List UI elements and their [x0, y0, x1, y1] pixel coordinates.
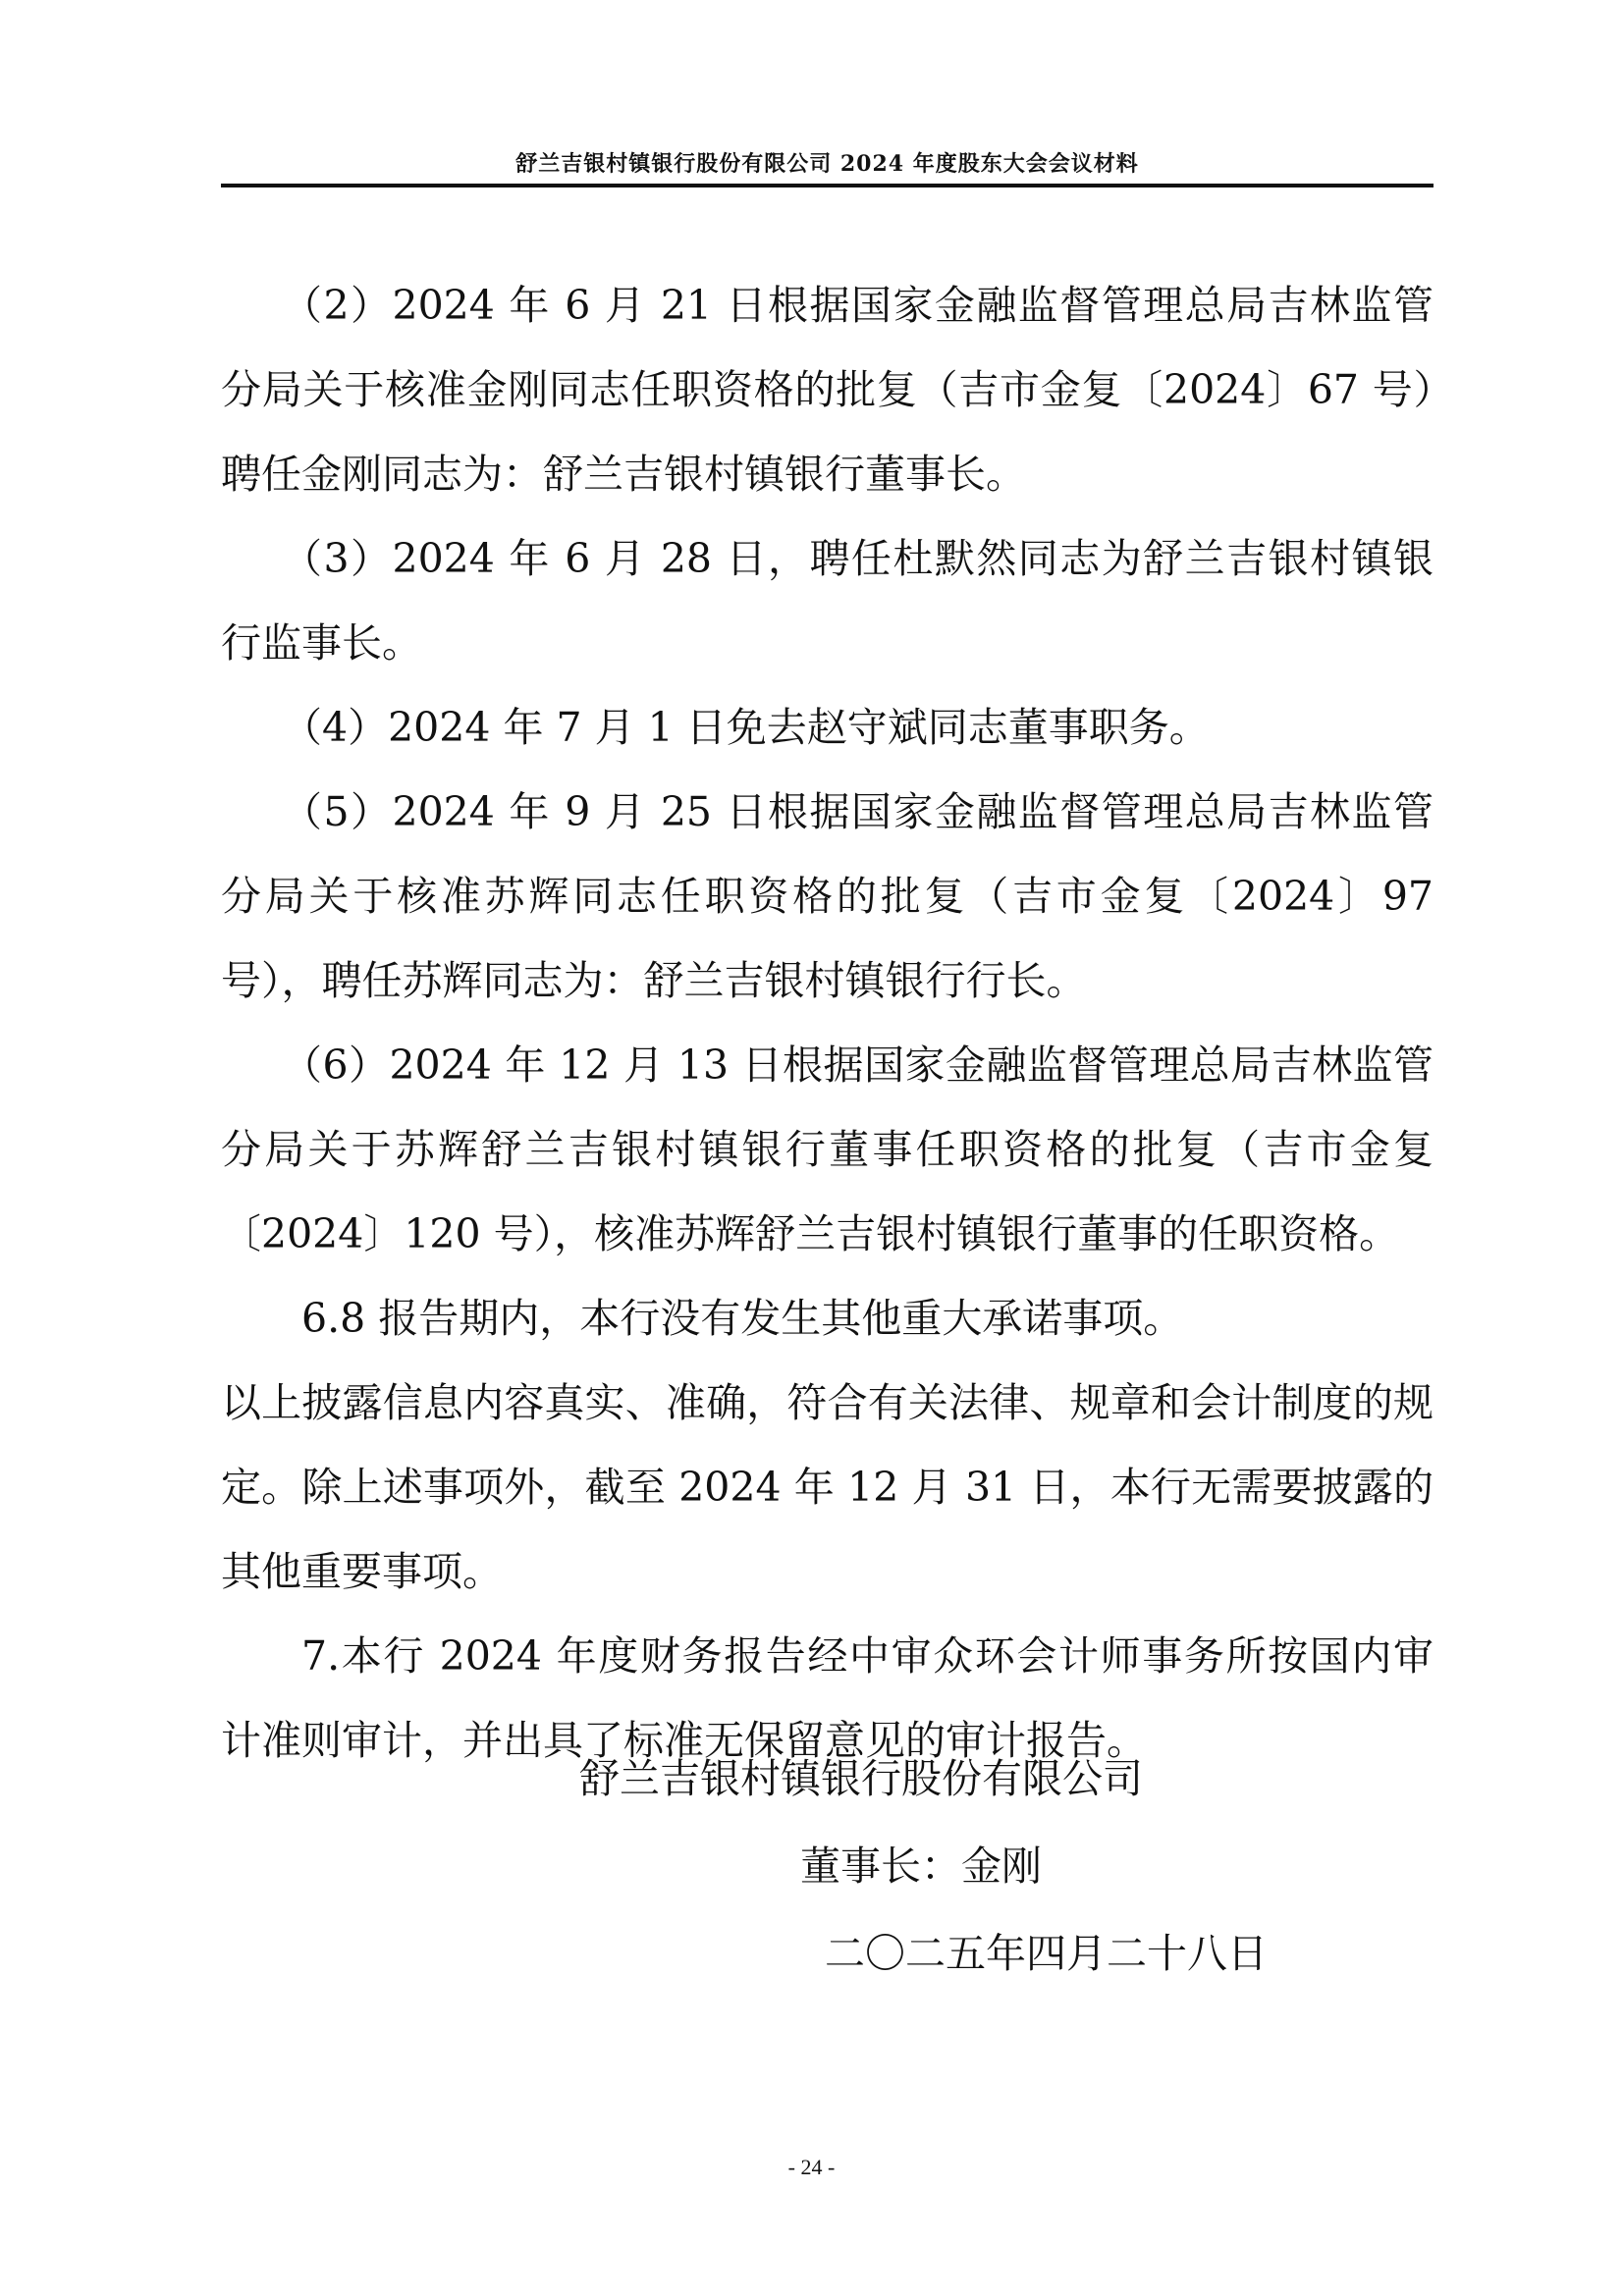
paragraph-item-6: （6）2024 年 12 月 13 日根据国家金融监督管理总局吉林监管分局关于苏辉舒兰吉银村镇银行董事任职资格的批复（吉市金复〔2024〕120 号），核准苏辉舒兰吉银村镇银行董事的任职资格。 [221, 1041, 1434, 1257]
signature-chairman: 董事长：金刚 [800, 1842, 1042, 1890]
signature-company: 舒兰吉银村镇银行股份有限公司 [579, 1755, 1143, 1802]
page-header-title: 舒兰吉银村镇银行股份有限公司 2024 年度股东大会会议材料 [515, 151, 1139, 177]
paragraph-item-3: （3）2024 年 6 月 28 日，聘任杜默然同志为舒兰吉银村镇银行监事长。 [221, 535, 1434, 667]
paragraph-item-2: （2）2024 年 6 月 21 日根据国家金融监督管理总局吉林监管分局关于核准金刚同志任职资格的批复（吉市金复〔2024〕67 号）聘任金刚同志为：舒兰吉银村镇银行董事长。 [221, 282, 1434, 498]
document-body [221, 263, 1434, 1783]
paragraph-item-4: （4）2024 年 7 月 1 日免去赵守斌同志董事职务。 [282, 704, 1210, 751]
paragraph-section-6-8: 6.8 报告期内，本行没有发生其他重大承诺事项。 [301, 1295, 1184, 1342]
paragraph-section-7: 7.本行 2024 年度财务报告经中审众环会计师事务所按国内审计准则审计，并出具了标准无保留意见的审计报告。 [221, 1632, 1434, 1764]
header-divider [221, 184, 1434, 187]
page-number: - 24 - [787, 2155, 836, 2179]
paragraph-disclosure-statement: 以上披露信息内容真实、准确，符合有关法律、规章和会计制度的规定。除上述事项外，截至 2024 年 12 月 31 日，本行无需要披露的其他重要事项。 [221, 1379, 1434, 1595]
signature-date: 二〇二五年四月二十八日 [825, 1930, 1268, 1977]
signature-block [221, 1735, 1434, 1998]
paragraph-item-5: （5）2024 年 9 月 25 日根据国家金融监督管理总局吉林监管分局关于核准苏辉同志任职资格的批复（吉市金复〔2024〕97 号），聘任苏辉同志为：舒兰吉银村镇银行行长。 [221, 788, 1434, 1004]
